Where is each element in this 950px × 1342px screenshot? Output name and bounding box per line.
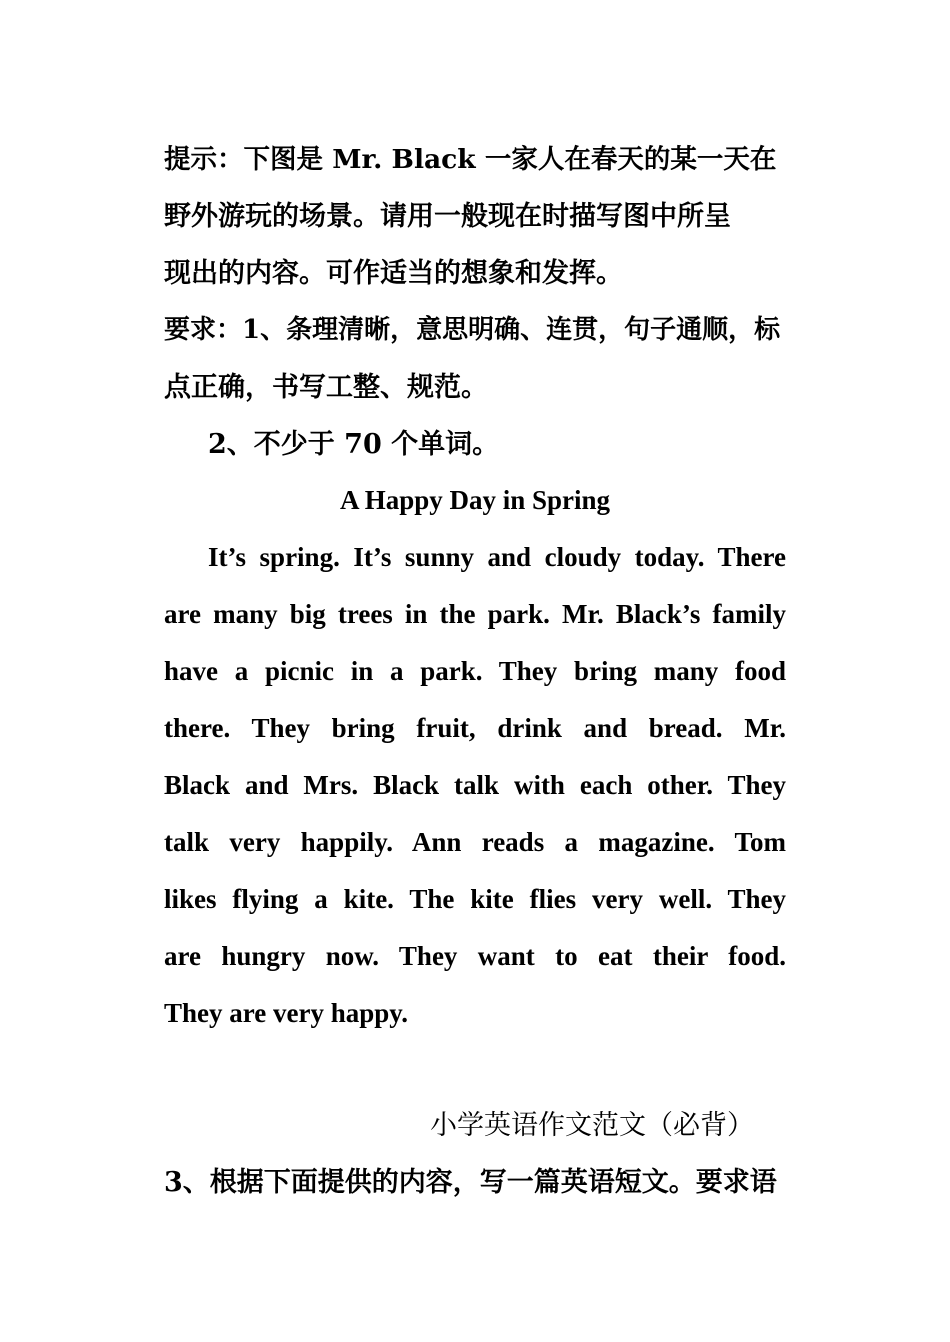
essay-line-1: It’s spring. It’s sunny and cloudy today. There <box>208 542 786 572</box>
essay-line-2: are many big trees in the park. Mr. Black’s family <box>164 599 786 629</box>
essay-line-9: They are very happy. <box>164 998 409 1028</box>
instruction-line-1: 提示：下图是 Mr. Black 一家人在春天的某一天在 <box>164 144 777 175</box>
essay-line-5: Black and Mrs. Black talk with each other. They <box>164 770 786 800</box>
requirements-line-3: 2、不少于 70 个单词。 <box>208 429 500 460</box>
essay-line-7: likes flying a kite. The kite flies very well. They <box>164 884 786 914</box>
footer-subtitle: 小学英语作文范文（必背） <box>430 1110 754 1141</box>
essay-title: A Happy Day in Spring <box>339 485 611 515</box>
instruction-line-3: 现出的内容。可作适当的想象和发挥。 <box>164 258 623 289</box>
essay-line-3: have a picnic in a park. They bring many food <box>164 656 786 686</box>
essay-line-6: talk very happily. Ann reads a magazine. Tom <box>164 827 786 857</box>
instruction-line-2: 野外游玩的场景。请用一般现在时描写图中所呈 <box>164 201 731 232</box>
essay-line-8: are hungry now. They want to eat their food. <box>164 941 786 971</box>
requirements-line-1: 要求：1、条理清晰，意思明确、连贯，句子通顺，标 <box>164 315 781 345</box>
requirements-line-2: 点正确，书写工整、规范。 <box>164 372 488 403</box>
essay-line-4: there. They bring fruit, drink and bread. Mr. <box>164 713 786 743</box>
next-task-line: 3、根据下面提供的内容，写一篇英语短文。要求语 <box>164 1167 777 1198</box>
